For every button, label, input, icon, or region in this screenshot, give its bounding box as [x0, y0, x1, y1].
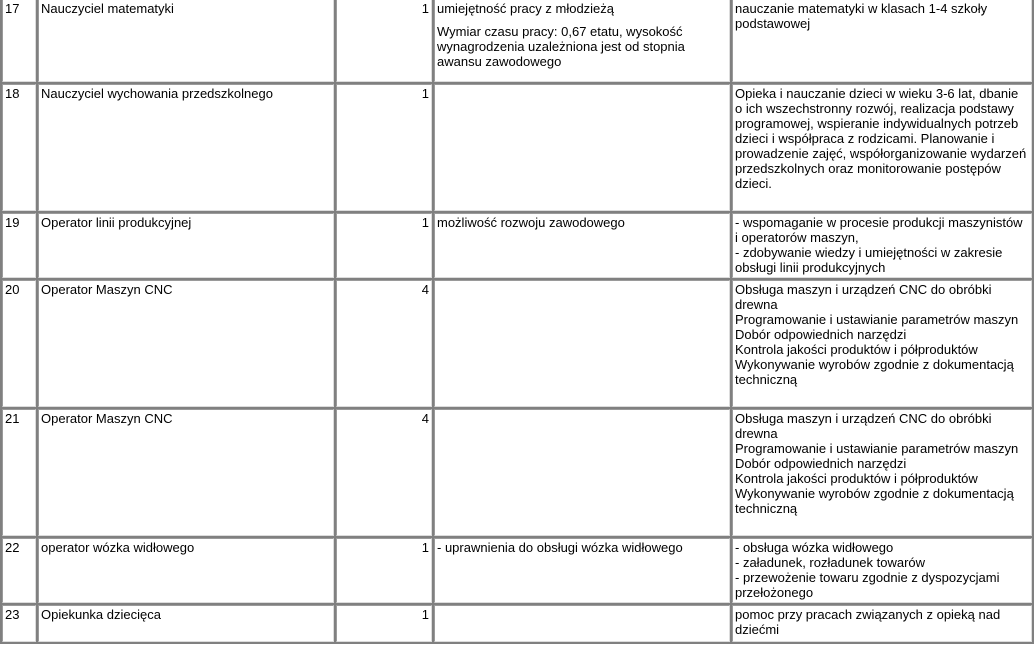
duties-text: pomoc przy pracach związanych z opieką nad dziećmi: [732, 605, 1032, 642]
requirements-text: [434, 84, 730, 211]
duty-line: Kontrola jakości produktów i półproduktów: [735, 471, 978, 486]
duties-cell: [732, 280, 1032, 407]
job-title: Operator linii produkcyjnej: [38, 213, 334, 278]
vacancy-count: 4: [336, 280, 432, 407]
requirements-text: - uprawnienia do obsługi wózka widłowego: [434, 538, 730, 603]
duties-cell: [732, 409, 1032, 536]
duty-line: - zdobywanie wiedzy i umiejętności w zakresie obsługi linii produkcyjnych: [735, 245, 1003, 275]
duty-line: Programowanie i ustawianie parametrów maszyn: [735, 312, 1019, 327]
vacancy-count: 1: [336, 605, 432, 642]
table-row: [2, 409, 1032, 536]
duty-line: - przewożenie towaru zgodnie z dyspozycjami przełożonego: [735, 570, 1000, 600]
duty-line: - załadunek, rozładunek towarów: [735, 555, 926, 570]
duty-line: Wykonywanie wyrobów zgodnie z dokumentacją techniczną: [735, 486, 1014, 516]
table-row: [2, 213, 1032, 278]
vacancy-count: 4: [336, 409, 432, 536]
row-number: 23: [2, 605, 36, 642]
requirements-note: Wymiar czasu pracy: 0,67 etatu, wysokość wynagrodzenia uzależniona jest od stopnia awansu zawodowego: [437, 24, 685, 69]
duties-text: Opieka i nauczanie dzieci w wieku 3-6 lat, dbanie o ich wszechstronny rozwój, realizacja podstawy programowej, wspieranie indywidualnych potrzeb dzieci i współpraca z rodzicami. Planowanie i prowadzenie zajęć, współorganizowanie wydarzeń przedszkolnych oraz monitorowanie postępów dzieci.: [732, 84, 1032, 211]
duty-line: Kontrola jakości produktów i półproduktów: [735, 342, 978, 357]
vacancy-count: 1: [336, 213, 432, 278]
requirements-cell: [434, 0, 730, 82]
job-title: Nauczyciel matematyki: [38, 0, 334, 82]
duty-line: Dobór odpowiednich narzędzi: [735, 327, 907, 342]
duty-line: - wspomaganie w procesie produkcji maszynistów i operatorów maszyn,: [735, 215, 1023, 245]
table-row: [2, 280, 1032, 407]
table-row: [2, 0, 1032, 82]
table-row: [2, 84, 1032, 211]
duties-cell: [732, 538, 1032, 603]
duty-line: - obsługa wózka widłowego: [735, 540, 894, 555]
row-number: 20: [2, 280, 36, 407]
requirements-text: [434, 605, 730, 642]
requirements-text: umiejętność pracy z młodzieżą: [437, 1, 615, 16]
row-number: 19: [2, 213, 36, 278]
duty-line: Programowanie i ustawianie parametrów maszyn: [735, 441, 1019, 456]
job-title: Operator Maszyn CNC: [38, 409, 334, 536]
job-title: Operator Maszyn CNC: [38, 280, 334, 407]
row-number: 17: [2, 0, 36, 82]
duty-line: Obsługa maszyn i urządzeń CNC do obróbki drewna: [735, 282, 992, 312]
duty-line: Obsługa maszyn i urządzeń CNC do obróbki drewna: [735, 411, 992, 441]
duty-line: Dobór odpowiednich narzędzi: [735, 456, 907, 471]
job-title: operator wózka widłowego: [38, 538, 334, 603]
row-number: 22: [2, 538, 36, 603]
vacancy-count: 1: [336, 84, 432, 211]
vacancy-count: 1: [336, 0, 432, 82]
duties-cell: [732, 213, 1032, 278]
requirements-text: [434, 409, 730, 536]
row-number: 21: [2, 409, 36, 536]
requirements-text: możliwość rozwoju zawodowego: [434, 213, 730, 278]
table-row: [2, 605, 1032, 642]
table-row: [2, 538, 1032, 603]
row-number: 18: [2, 84, 36, 211]
duties-text: nauczanie matematyki w klasach 1-4 szkoły podstawowej: [732, 0, 1032, 82]
job-title: Nauczyciel wychowania przedszkolnego: [38, 84, 334, 211]
job-title: Opiekunka dziecięca: [38, 605, 334, 642]
vacancy-count: 1: [336, 538, 432, 603]
requirements-text: [434, 280, 730, 407]
duty-line: Wykonywanie wyrobów zgodnie z dokumentacją techniczną: [735, 357, 1014, 387]
